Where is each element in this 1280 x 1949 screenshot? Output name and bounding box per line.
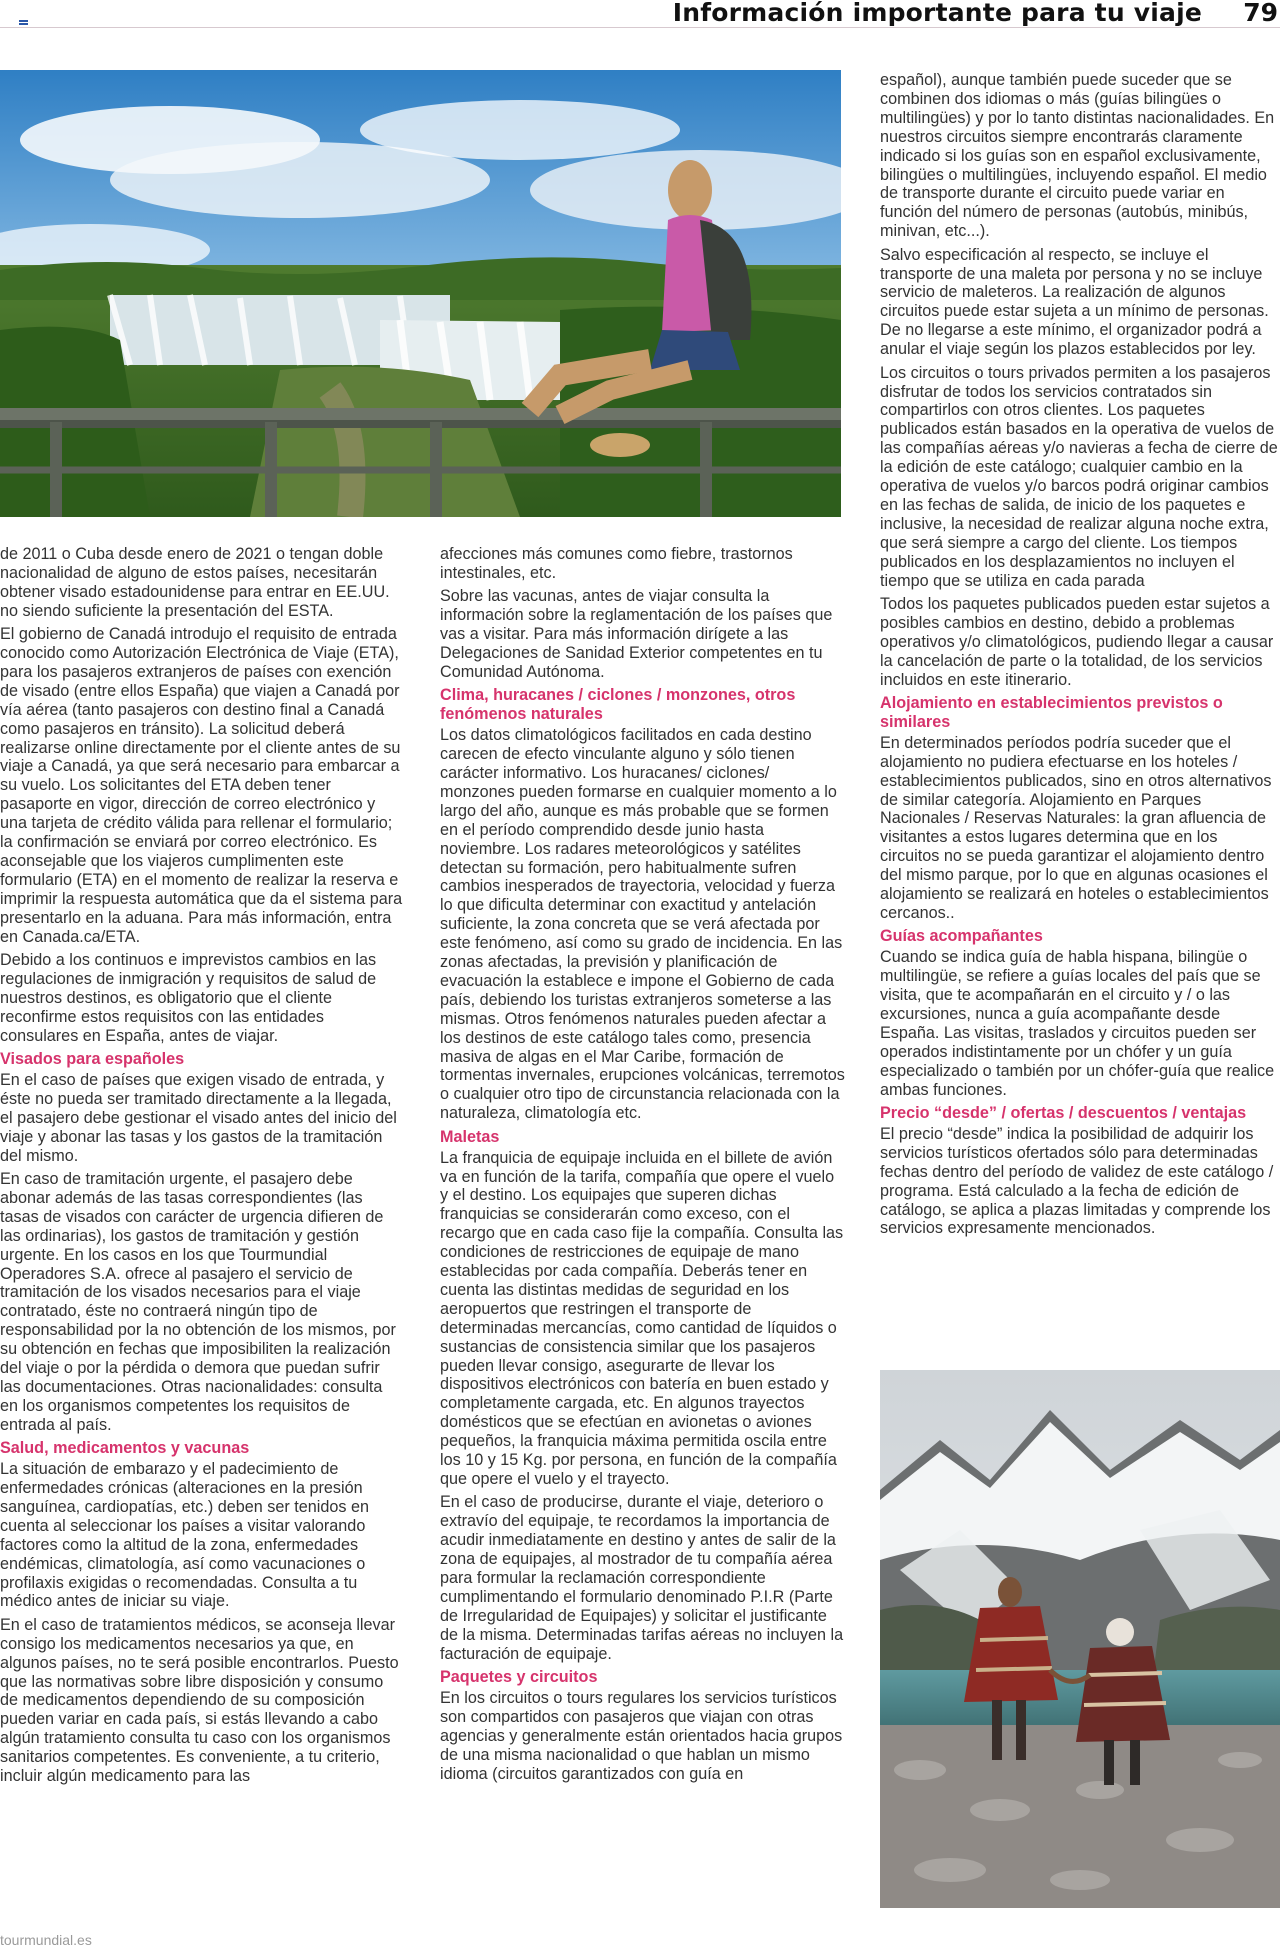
paragraph: La franquicia de equipaje incluida en el billete de avión va en función de la tarifa, compañía que opere el vuelo y el destino. Los equipajes que superen dichas franquicias se considerarán como exceso, con el recargo que en cada caso fije la compañía. Consulta las condiciones de restricciones de equipaje de mano establecidas por cada compañía. Deberás tener en cuenta las distintas medidas de seguridad en los aeropuertos que restringen el transporte de determinadas mercancías, como cantidad de líquidos o sustancias de consistencia similar que los pasajeros pueden llevar consigo, asegurarte de llevar los dispositivos electrónicos con batería en buen estado y completamente cargada, etc. En algunos trayectos domésticos que se efectúan en avionetas o aviones pequeños, la franquicia máxima permitida oscila entre los 10 y 15 Kg. por persona, en función de la compañía que opere el vuelo y el trayecto. <box>440 1148 844 1488</box>
paragraph: El precio “desde” indica la posibilidad de adquirir los servicios turísticos ofertados sólo para determinadas fechas dentro del período de validez de este catálogo / programa. Está calculado a la fecha de edición de catálogo, se aplica a plazas limitadas y comprende los servicios expresamente mencionados. <box>880 1124 1274 1238</box>
mountain-lake-photo <box>880 1370 1280 1908</box>
section-heading: Maletas <box>440 1127 500 1146</box>
section-heading: Clima, huracanes / ciclones / monzones, otros fenómenos naturales <box>440 686 796 724</box>
paragraph: En caso de tramitación urgente, el pasajero debe abonar además de las tasas correspondientes (las tasas de visados con carácter de urgencia difieren de las ordinarias), los gastos de tramitación y gestión urgente. En los casos en los que Tourmundial Operadores S.A. ofrece al pasajero el servicio de tramitación de los visados necesarios para el viaje contratado, éste no contraerá ningún tipo de responsabilidad por la no obtención de los mismos, por su obtención en fechas que imposibiliten la realización del viaje o por la pérdida o demora que puedan sufrir las documentaciones. Otras nacionalidades: consulta en los organismos competentes los requisitos de entrada al país. <box>0 1170 396 1434</box>
paragraph: español), aunque también puede suceder que se combinen dos idiomas o más (guías bilingües o multilingües) y por lo tanto distintas nacionalidades. En nuestros circuitos siempre encontrarás claramente indicado si los guías son en español exclusivamente, bilingües o multilingües, incluyendo español. El medio de transporte durante el circuito puede variar en función del número de personas (autobús, minibús, minivan, etc...). <box>880 71 1275 241</box>
section-heading: Paquetes y circuitos <box>440 1668 598 1687</box>
paragraph: de 2011 o Cuba desde enero de 2021 o tengan doble nacionalidad de alguno de estos países, necesitarán obtener visado estadounidense para entrar en EE.UU. no siendo suficiente la presentación del ESTA. <box>0 545 390 620</box>
paragraph: Los circuitos o tours privados permiten a los pasajeros disfrutar de todos los servicios contratados sin compartirlos con otros clientes. Los paquetes publicados están basados en la operativa de vuelos de las compañías aéreas y/o navieras a fecha de cierre de la edición de este catálogo; cualquier cambio en la operativa de vuelos y/o barcos podrá originar cambios en las fechas de salida, de inicio de los paquetes e inclusive, la necesidad de realizar alguna noche extra, que será siempre a cargo del cliente. Los tiempos publicados en los desplazamientos no incluyen el tiempo que se utiliza en cada parada <box>880 363 1278 590</box>
page-title: Información importante para tu viaje <box>672 0 1202 27</box>
paragraph: En determinados períodos podría suceder que el alojamiento no pudiera efectuarse en los hoteles / establecimientos publicados, sino en otros alternativos de similar categoría. Alojamiento en Parques Nacionales / Reservas Naturales: la gran afluencia de visitantes a estos lugares determina que en los circuitos no se pueda garantizar el alojamiento dentro del mismo parque, por lo que en algunas ocasiones el alojamiento se realizará en hoteles o establecimientos cercanos.. <box>880 733 1272 922</box>
page-number: 79 <box>1243 0 1278 27</box>
paragraph: En el caso de países que exigen visado de entrada, y éste no pueda ser tramitado directamente a la llegada, el pasajero debe gestionar el visado antes del inicio del viaje y abonar las tasas y los gastos de la tramitación del mismo. <box>0 1070 397 1165</box>
paragraph: El gobierno de Canadá introdujo el requisito de entrada conocido como Autorización Electrónica de Viaje (ETA), para los pasajeros extranjeros de países con exención de visado (entre ellos España) que viajen a Canadá por vía aérea (tanto pasajeros con destino final a Canadá como pasajeros en tránsito). La solicitud deberá realizarse online directamente por el cliente antes de su viaje a Canadá, ya que será necesario para embarcar a su vuelo. Los solicitantes del ETA deben tener pasaporte en vigor, dirección de correo electrónico y una tarjeta de crédito válida para rellenar el formulario; la confirmación se enviará por correo electrónico. Es aconsejable que los viajeros cumplimenten este formulario (ETA) en el momento de realizar la reserva e imprimir la respuesta automática que da el sistema para presentarlo en la aduana. Para más información, entra en Canada.ca/ETA. <box>0 625 403 946</box>
paragraph: Cuando se indica guía de habla hispana, bilingüe o multilingüe, se refiere a guías locales del país que se visita, que te acompañarán en el circuito y / o las excursiones, nunca a guía acompañante desde España. Las visitas, traslados y circuitos pueden ser operados indistintamente por un chófer y un guía especializado o también por un chófer-guía que realice ambas funciones. <box>880 948 1275 1099</box>
paragraph: afecciones más comunes como fiebre, trastornos intestinales, etc. <box>440 545 793 582</box>
header-divider <box>0 27 1280 28</box>
paragraph: Sobre las vacunas, antes de viajar consulta la información sobre la reglamentación de los países que vas a visitar. Para más información dirígete a las Delegaciones de Sanidad Exterior competentes en tu Comunidad Autónoma. <box>440 587 833 681</box>
text-column-1 <box>0 545 404 1791</box>
page-header <box>0 0 1280 28</box>
mountain-lake-photo-icon <box>880 1370 1280 1908</box>
waterfall-photo <box>0 70 841 517</box>
section-heading: Visados para españoles <box>0 1050 185 1069</box>
text-column-2 <box>440 545 845 1788</box>
paragraph: La situación de embarazo y el padecimiento de enfermedades crónicas (alteraciones en la presión sanguínea, cardiopatías, etc.) deben ser tenidos en cuenta al seleccionar los países a visitar valorando factores como la altitud de la zona, enfermedades endémicas, climatología, así como vacunaciones o profilaxis exigidas o recomendadas. Consulta a tu médico antes de iniciar su viaje. <box>0 1460 369 1611</box>
paragraph: Todos los paquetes publicados pueden estar sujetos a posibles cambios en destino, debido a problemas operativos y/o climatológicos, pudiendo llegar a causar la cancelación de parte o la totalidad, de los servicios incluidos en este itinerario. <box>880 594 1274 689</box>
waterfall-photo-icon <box>0 70 841 517</box>
menu-icon <box>19 20 28 25</box>
paragraph: En el caso de tratamientos médicos, se aconseja llevar consigo los medicamentos necesarios ya que, en algunos países, no te será posible encontrarlos. Puesto que las normativas sobre libre disposición y consumo de medicamentos dependiendo de su composición pueden variar en cada país, si estás llevando a cabo algún tratamiento consulta tu caso con los organismos sanitarios competentes. Es conveniente, a tu criterio, incluir algún medicamento para las <box>0 1615 399 1786</box>
section-heading: Guías acompañantes <box>880 927 1043 946</box>
section-heading: Precio “desde” / ofertas / descuentos / ventajas <box>880 1104 1247 1123</box>
paragraph: Debido a los continuos e imprevistos cambios en las regulaciones de inmigración y requisitos de salud de nuestros destinos, es obligatorio que el cliente reconfirme estos requisitos con las entidades consulares en España, antes de viajar. <box>0 951 377 1045</box>
text-column-3 <box>880 71 1280 1243</box>
paragraph: Salvo especificación al respecto, se incluye el transporte de una maleta por persona y no se incluye servicio de maleteros. La realización de algunos circuitos puede estar sujeta a un mínimo de personas. De no llegarse a este mínimo, el organizador podrá a anular el viaje según los plazos establecidos por ley. <box>880 245 1269 359</box>
paragraph: En el caso de producirse, durante el viaje, deterioro o extravío del equipaje, te recordamos la importancia de acudir inmediatamente en destino y antes de salir de la zona de equipajes, al mostrador de tu compañía aérea para formular la reclamación correspondiente cumplimentando el formulario denominado P.I.R (Parte de Irregularidad de Equipajes) y solicitar el justificante de la misma. Determinadas tarifas aéreas no incluyen la facturación de equipaje. <box>440 1493 844 1663</box>
footer-url: tourmundial.es <box>0 1932 92 1948</box>
section-heading: Alojamiento en establecimientos previstos o similares <box>880 694 1223 731</box>
section-heading: Salud, medicamentos y vacunas <box>0 1439 250 1458</box>
paragraph: Los datos climatológicos facilitados en cada destino carecen de efecto vinculante alguno y sólo tienen carácter informativo. Los huracanes/ ciclones/ monzones pueden formarse en cualquier momento a lo largo del año, aunque es más probable que se formen en el período comprendido desde junio hasta noviembre. Los radares meteorológicos y satélites detectan su formación, pero habitualmente sufren cambios inesperados de trayectoria, velocidad y fuerza lo que dificulta determinar con exactitud y antelación suficiente, la zona concreta que se verá afectada por este fenómeno, así como su grado de incidencia. En las zonas afectadas, la previsión y planificación de evacuación la establece e impone el Gobierno de cada país, debiendo los turistas extranjeros someterse a las mismas. Otros fenómenos naturales pueden afectar a los destinos de este catálogo tales como, presencia masiva de algas en el Mar Caribe, formación de tormentas invernales, erupciones volcánicas, terremotos o cualquier otro tipo de circunstancia relacionada con la naturaleza, climatología etc. <box>440 726 845 1123</box>
paragraph: En los circuitos o tours regulares los servicios turísticos son compartidos con pasajeros que viajan con otras agencias y generalmente están orientados hacia grupos de una misma nacionalidad o que hablan un mismo idioma (circuitos garantizados con guía en <box>440 1688 843 1783</box>
